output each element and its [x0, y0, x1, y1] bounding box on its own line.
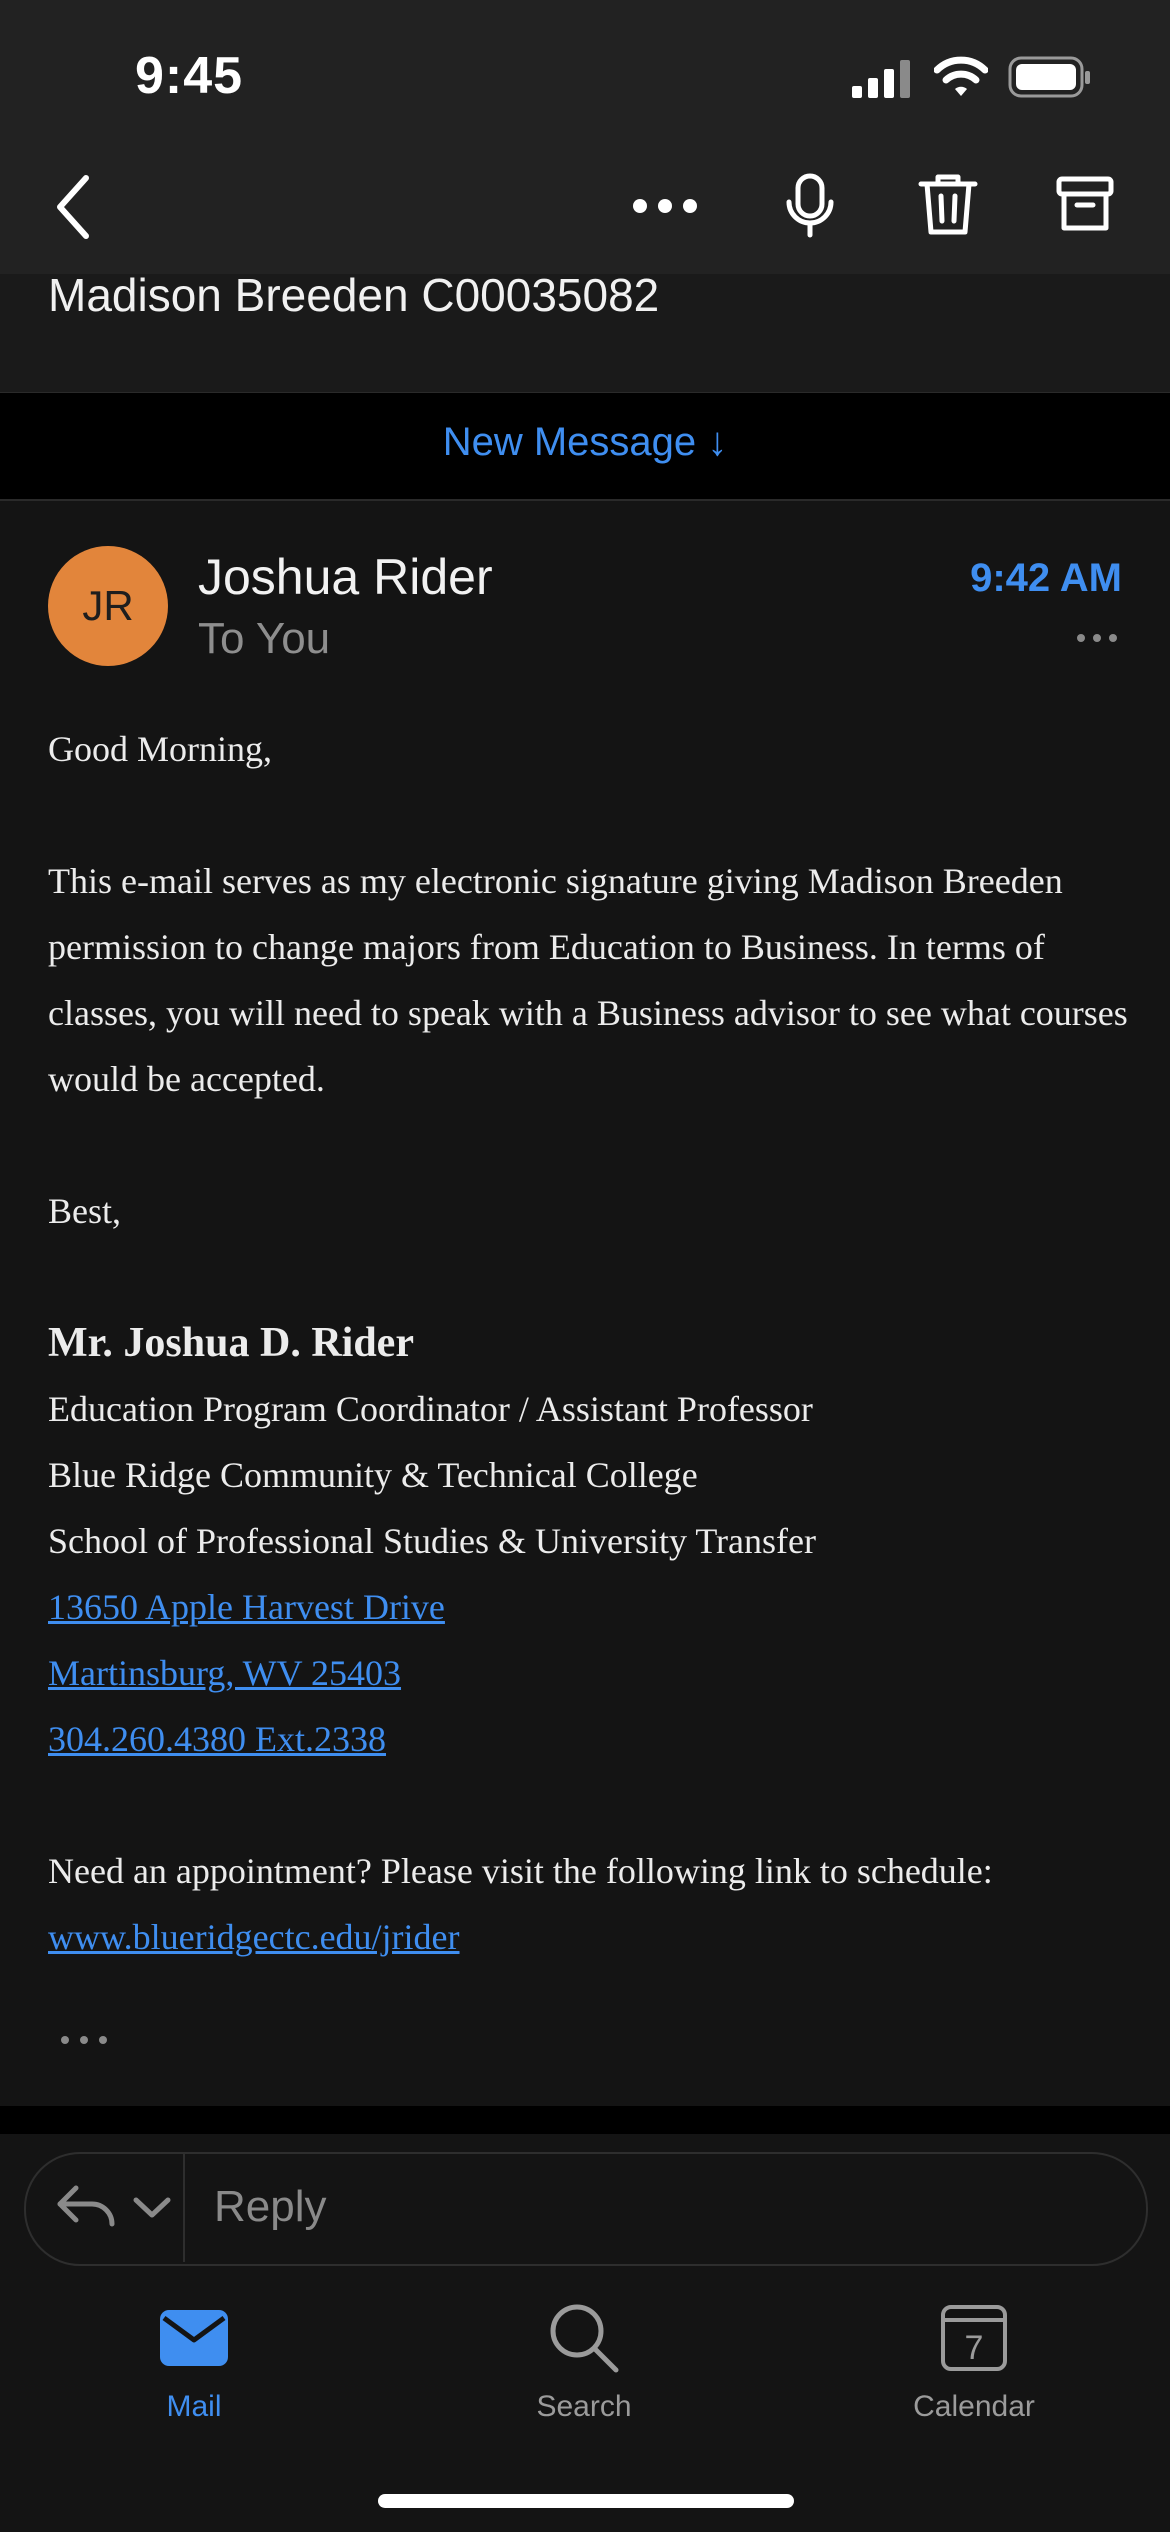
signature-school: School of Professional Studies & University Transfer: [48, 1521, 816, 1561]
status-time: 9:45: [135, 47, 244, 105]
closing: Best,: [48, 1191, 122, 1231]
more-options-icon[interactable]: [632, 196, 698, 216]
reply-arrow-icon[interactable]: [56, 2184, 116, 2230]
microphone-icon[interactable]: [784, 172, 836, 238]
tab-search[interactable]: Search: [536, 2390, 632, 2423]
address-link-line1[interactable]: 13650 Apple Harvest Drive: [48, 1587, 445, 1627]
signature-title: Education Program Coordinator / Assistant Professor: [48, 1389, 813, 1429]
signature-name: Mr. Joshua D. Rider: [48, 1320, 414, 1366]
new-message-label[interactable]: New Message ↓: [442, 420, 728, 464]
avatar-initials: JR: [82, 582, 134, 629]
tab-calendar[interactable]: Calendar: [913, 2390, 1035, 2423]
email-subject: Madison Breeden C00035082: [48, 269, 660, 321]
avatar[interactable]: [48, 546, 168, 666]
address-link-line2[interactable]: Martinsburg, WV 25403: [48, 1653, 402, 1693]
appointment-text: Need an appointment? Please visit the following link to schedule:: [48, 1851, 993, 1891]
calendar-day: 7: [964, 2329, 984, 2367]
battery-icon: [1008, 56, 1092, 100]
divider: [0, 499, 1170, 501]
mail-icon[interactable]: [160, 2310, 228, 2366]
message-more-icon[interactable]: [1076, 632, 1118, 644]
tab-mail[interactable]: Mail: [166, 2390, 222, 2423]
chevron-down-icon[interactable]: [132, 2196, 172, 2220]
appointment-link[interactable]: www.blueridgectc.edu/jrider: [48, 1917, 460, 1957]
reply-input[interactable]: Reply: [214, 2182, 327, 2231]
divider: [0, 2106, 1170, 2134]
signature-institution: Blue Ridge Community & Technical College: [48, 1455, 698, 1495]
navigation-bar: [0, 140, 1170, 274]
recipient-label[interactable]: To You: [198, 614, 331, 663]
back-chevron-icon[interactable]: [52, 174, 92, 240]
cellular-signal-icon: [852, 58, 914, 98]
email-body: [48, 716, 1128, 1970]
archive-icon[interactable]: [1056, 176, 1114, 234]
reply-bar[interactable]: [24, 2152, 1148, 2266]
trash-icon[interactable]: [918, 172, 978, 238]
body-paragraph: This e-mail serves as my electronic signature giving Madison Breeden permission to change majors from Education to Business. In terms of classes, you will need to speak with a Business advisor to see what courses would be accepted.: [48, 861, 1128, 1099]
wifi-icon: [934, 56, 988, 98]
show-quoted-text-icon[interactable]: [60, 2034, 110, 2046]
search-icon[interactable]: [548, 2302, 620, 2374]
phone-link[interactable]: 304.260.4380 Ext.2338: [48, 1719, 386, 1759]
divider: [183, 2154, 185, 2262]
calendar-icon[interactable]: [940, 2302, 1008, 2372]
home-indicator[interactable]: [378, 2494, 794, 2508]
sender-name[interactable]: Joshua Rider: [198, 549, 493, 605]
greeting: Good Morning,: [48, 729, 272, 769]
sent-time: 9:42 AM: [970, 556, 1122, 600]
